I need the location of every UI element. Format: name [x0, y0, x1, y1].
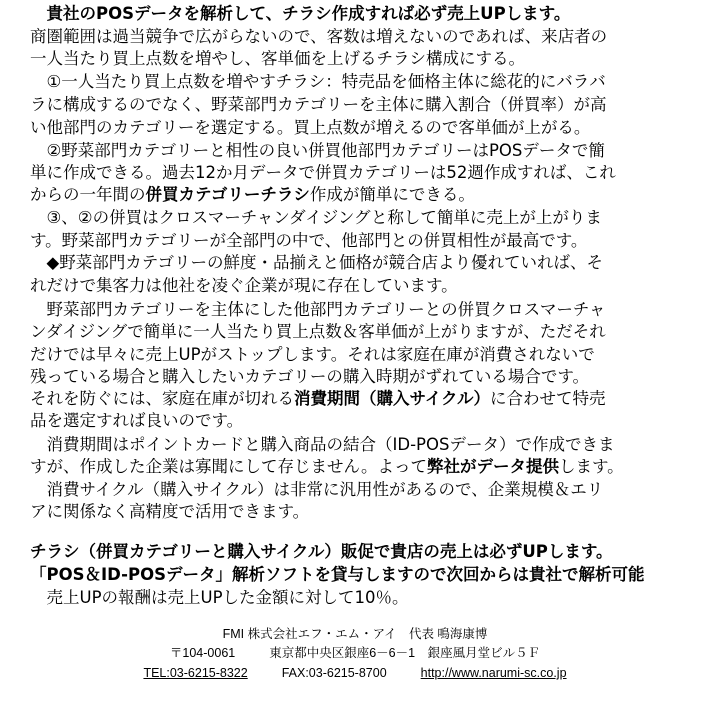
text-span: に合わせて特売	[490, 389, 606, 408]
paragraph-line: 品を選定すれば良いのです。	[30, 411, 244, 430]
paragraph-line: す。野菜部門カテゴリーが全部門の中で、他部門との併買相性が最高です。	[30, 231, 588, 250]
closing-line: 売上UPの報酬は売上UPした金額に対して10％。	[30, 588, 409, 607]
paragraph-line: 消費サイクル（購入サイクル）は非常に汎用性があるので、企業規模＆エリ	[30, 480, 604, 499]
paragraph-line: 商圏範囲は過当競争で広がらないので、客数は増えないのであれば、来店者の	[30, 27, 608, 46]
footer-fax: FAX:03-6215-8700	[281, 666, 387, 680]
paragraph-line	[30, 456, 704, 478]
paragraph-line: だけでは早々に売上UPがストップします。それは家庭在庫が消費されないで	[30, 345, 595, 364]
paragraph-line	[30, 388, 704, 410]
paragraph-line: ①一人当たり買上点数を増やすチラシ：特売品を価格主体に総花的にバラバ	[30, 72, 606, 91]
footer-contact	[0, 665, 710, 681]
paragraph-line: 単に作成できる。過去12か月データで併買カテゴリーは52週作成すれば、これ	[30, 163, 616, 182]
document-title: 貴社のPOSデータを解析して、チラシ作成すれば必ず売上UPします。	[30, 4, 571, 23]
paragraph-line: ②野菜部門カテゴリーと相性の良い併買他部門カテゴリーはPOSデータで簡	[30, 141, 605, 160]
footer-postal: 〒104-0061	[169, 646, 236, 660]
paragraph-line: 残っている場合と購入したいカテゴリーの購入時期がずれている場合です。	[30, 367, 590, 386]
footer-address	[0, 645, 710, 661]
text-span: それを防ぐには、家庭在庫が切れる	[30, 389, 294, 408]
text-span: 作成が簡単にできる。	[309, 185, 475, 204]
footer-company: FMI 株式会社エフ・エム・アイ 代表 鳴海康博	[222, 627, 488, 641]
closing-line: チラシ（併買カテゴリーと購入サイクル）販促で貴店の売上は必ずUPします。	[30, 542, 613, 561]
paragraph-line: い他部門のカテゴリーを選定する。買上点数が増えるので客単価が上がる。	[30, 118, 591, 137]
bold-emphasis: 消費期間（購入サイクル）	[294, 389, 491, 408]
paragraph-line: ③、②の併買はクロスマーチャンダイジングと称して簡単に売上が上がりま	[30, 208, 602, 227]
paragraph-line: れだけで集客力は他社を凌ぐ企業が現に存在しています。	[30, 276, 458, 295]
paragraph-line: 消費期間はポイントカードと購入商品の結合（ID-POSデータ）で作成できま	[30, 435, 615, 454]
website-link[interactable]: http://www.narumi-sc.co.jp	[420, 666, 567, 680]
bold-emphasis: 弊社がデータ提供	[427, 457, 559, 476]
paragraph-line: アに関係なく高精度で活用できます。	[30, 502, 310, 521]
paragraph-line: ンダイジングで簡単に一人当たり買上点数＆客単価が上がりますが、ただそれ	[30, 322, 606, 341]
text-span: からの一年間の	[30, 185, 146, 204]
paragraph-line	[30, 184, 704, 206]
paragraph-line: ラに構成するのでなく、野菜部門カテゴリーを主体に購入割合（併買率）が高	[30, 95, 607, 114]
paragraph-line: ◆野菜部門カテゴリーの鮮度・品揃えと価格が競合店より優れていれば、そ	[30, 253, 604, 272]
paragraph-line: 一人当たり買上点数を増やし、客単価を上げるチラシ構成にする。	[30, 49, 525, 68]
paragraph-line: 野菜部門カテゴリーを主体にした他部門カテゴリーとの併買クロスマーチャ	[30, 300, 606, 319]
footer-tel: TEL:03-6215-8322	[143, 666, 248, 680]
closing-line: 「POS＆ID-POSデータ」解析ソフトを貸与しますので次回からは貴社で解析可能	[30, 565, 645, 584]
text-span: すが、作成した企業は寡聞にして存じません。よって	[30, 457, 427, 476]
bold-emphasis: 併買カテゴリーチラシ	[145, 185, 310, 204]
footer-street: 東京都中央区銀座6－6－1 銀座風月堂ビル５Ｆ	[269, 646, 541, 660]
text-span: します。	[559, 457, 624, 476]
